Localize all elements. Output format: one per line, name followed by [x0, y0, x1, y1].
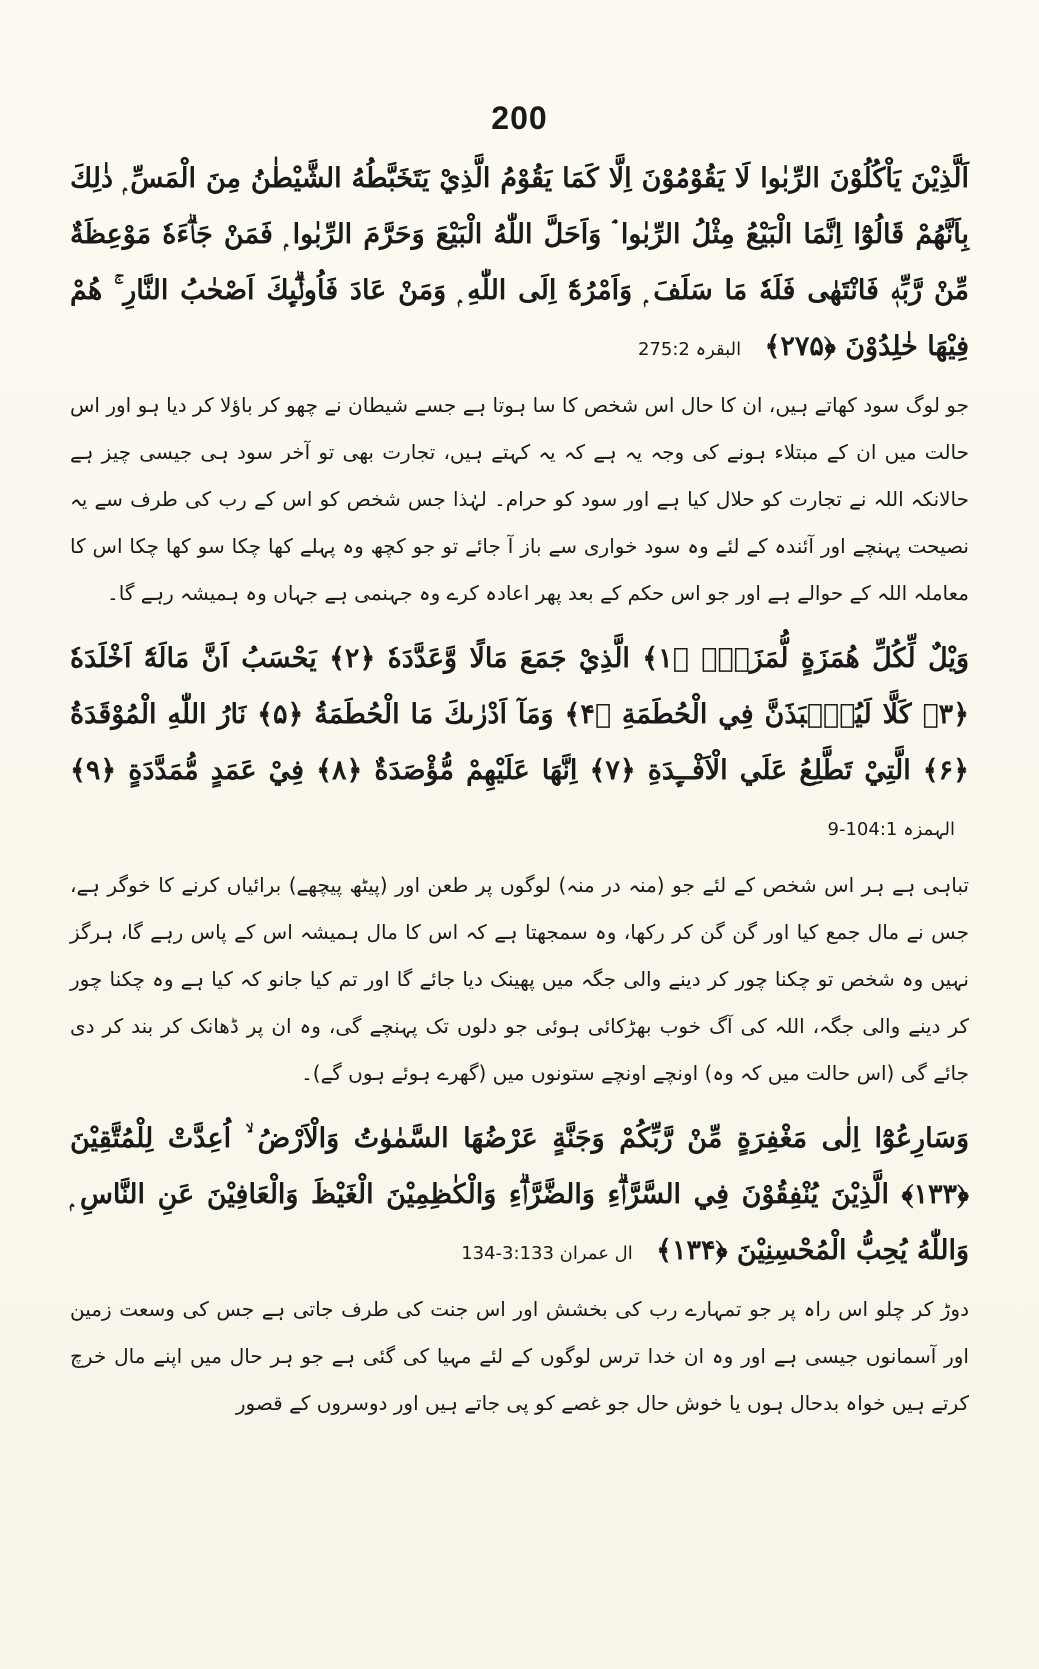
section-humazah	[70, 631, 969, 1097]
verse-text: اَلَّذِيْنَ يَاْكُلُوْنَ الرِّبٰوا لَا يَقُوْمُوْنَ اِلَّا كَمَا يَقُوْمُ الَّذِيْ يَتَخَبَّطُهُ الشَّيْطٰنُ مِنَ الْمَسِّ ۭ ذٰلِكَ بِاَنَّهُمْ قَالُوْٓا اِنَّمَا الْبَيْعُ مِثْلُ الرِّبٰوا ۘ وَاَحَلَّ اللّٰهُ الْبَيْعَ وَحَرَّمَ الرِّبٰوا ۭ فَمَنْ جَاۗءَهٗ مَوْعِظَةٌ مِّنْ رَّبِّهٖ فَانْتَهٰى فَلَهٗ مَا سَلَفَ ۭ وَاَمْرُهٗٓ اِلَى اللّٰهِ ۭ وَمَنْ عَادَ فَاُولٰۗىِٕكَ اَصْحٰبُ النَّارِ ۚ ھُمْ فِيْهَا خٰلِدُوْنَ ﴿۲۷۵﴾	[70, 163, 969, 362]
verse-reference: البقرہ 275:2	[637, 339, 742, 360]
verse-reference: ال عمران 3:133-134	[461, 1243, 633, 1264]
arabic-verse	[70, 151, 969, 378]
verse-text: وَيْلٌ لِّكُلِّ هُمَزَةٍ لُّمَزَةِۨ ﴿۱﴾ الَّذِيْ جَمَعَ مَالًا وَّعَدَّدَهٗ ﴿۲﴾ يَحْسَبُ اَنَّ مَالَهٗٓ اَخْلَدَهٗ ﴿۳﴾ كَلَّا لَيُنْۢبَذَنَّ فِي الْحُطَمَةِ ﴿۴﴾ وَمَآ اَدْرٰىكَ مَا الْحُطَمَةُ ﴿۵﴾ نَارُ اللّٰهِ الْمُوْقَدَةُ ﴿۶﴾ الَّتِيْ تَطَّلِعُ عَلَي الْاَفْــِٕدَةِ ﴿۷﴾ اِنَّهَا عَلَيْهِمْ مُّؤْصَدَةٌ ﴿۸﴾ فِيْ عَمَدٍ مُّمَدَّدَةٍ ﴿۹﴾	[70, 643, 970, 786]
section-baqarah	[70, 151, 969, 617]
urdu-translation: تباہی ہے ہر اس شخص کے لئے جو (منہ در منہ) لوگوں پر طعن اور (پیٹھ پیچھے) برائیاں کرنے کا خوگر ہے، جس نے مال جمع کیا اور گن گن کر رکھا، وہ سمجھتا ہے کہ اس کا مال ہمیشہ اس کے پاس رہے گا، ہرگز نہیں وہ شخص تو چکنا چور کر دینے والی جگہ میں پھینک دیا جائے گا اور تم کیا جانو کہ کیا ہے وہ چکنا چور کر دینے والی جگہ، اللہ کی آگ خوب بھڑکائی ہوئی جو دلوں تک پہنچے گی، وہ ان پر ڈھانک کر بند کر دی جائے گی (اس حالت میں کہ وہ) اونچے اونچے ستونوں میں (گھرے ہوئے ہوں گے)۔	[70, 873, 969, 1085]
urdu-translation: دوڑ کر چلو اس راہ پر جو تمہارے رب کی بخشش اور اس جنت کی طرف جاتی ہے جس کی وسعت زمین اور آسمانوں جیسی ہے اور وہ ان خدا ترس لوگوں کے لئے مہیا کی گئی ہے جو ہر حال میں اپنے مال خرچ کرتے ہیں خواہ بدحال ہوں یا خوش حال جو غصے کو پی جاتے ہیں اور دوسروں کے قصور	[70, 1297, 970, 1415]
verse-reference: الہمزہ 104:1-9	[827, 819, 955, 840]
section-al-imran	[70, 1111, 969, 1427]
arabic-verse	[70, 631, 969, 858]
urdu-translation: جو لوگ سود کھاتے ہیں، ان کا حال اس شخص کا سا ہوتا ہے جسے شیطان نے چھو کر باؤلا کر دیا ہو اور اس حالت میں ان کے مبتلاء ہونے کی وجہ یہ ہے کہ یہ کہتے ہیں، تجارت بھی تو آخر سود ہی جیسی چیز ہے حالانکہ اللہ نے تجارت کو حلال کیا ہے اور سود کو حرام۔ لہٰذا جس شخص کو اس کے رب کی طرف سے یہ نصیحت پہنچے اور آئندہ کے لئے وہ سود خواری سے باز آ جائے تو جو کچھ وہ پہلے کھا چکا سو کھا چکا اس کا معاملہ اللہ کے حوالے ہے اور جو اس حکم کے بعد پھر اعادہ کرے وہ جہنمی ہے جہاں وہ ہمیشہ رہے گا۔	[70, 393, 969, 605]
page-number: 200	[491, 100, 548, 136]
arabic-verse	[70, 1111, 969, 1282]
verse-text: وَسَارِعُوْٓا اِلٰى مَغْفِرَةٍ مِّنْ رَّبِّكُمْ وَجَنَّةٍ عَرْضُھَا السَّمٰوٰتُ وَالْاَرْضُ ۙ اُعِدَّتْ لِلْمُتَّقِيْنَ ﴿۱۳۳﴾ الَّذِيْنَ يُنْفِقُوْنَ فِي السَّرَّاۗءِ وَالضَّرَّاۗءِ وَالْكٰظِمِيْنَ الْغَيْظَ وَالْعَافِيْنَ عَنِ النَّاسِ ۭ وَاللّٰهُ يُحِبُّ الْمُحْسِنِيْنَ ﴿۱۳۴﴾	[70, 1123, 969, 1266]
